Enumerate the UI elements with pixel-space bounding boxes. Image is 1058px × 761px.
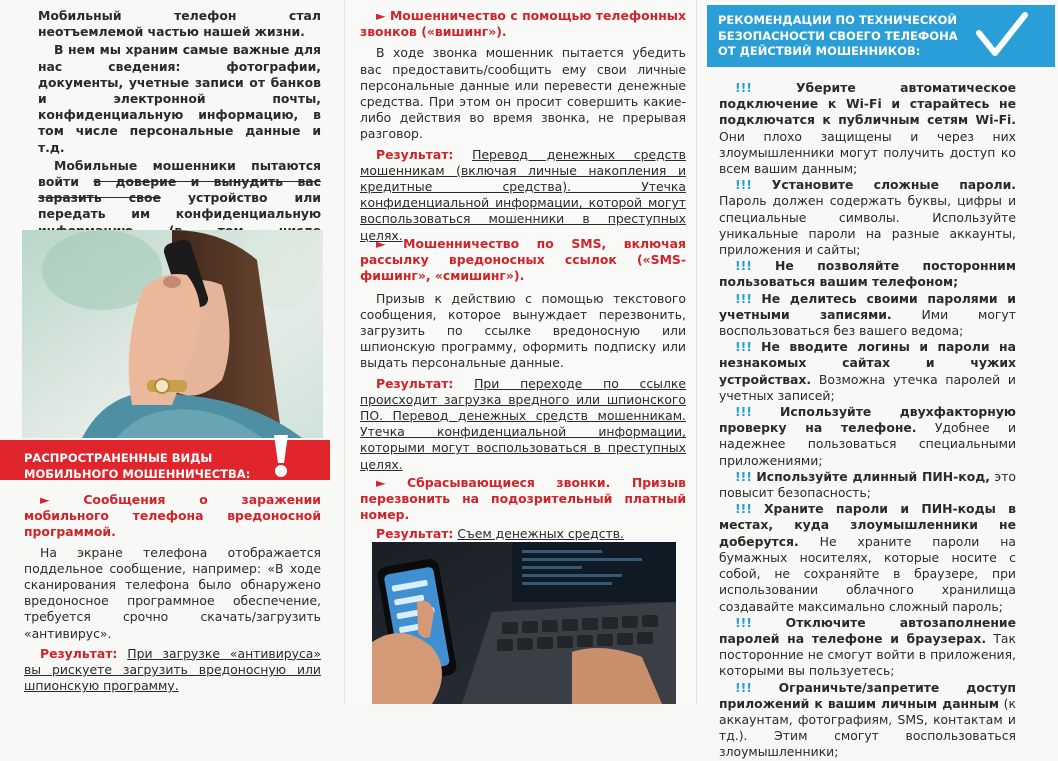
recommendation-item: !!! Уберите автоматическое подключение к Wi-Fi и старайтесь не подключатся к публичным сетям Wi-Fi. Они плохо защищены и через них злоумышленники могут получить доступ ко всем вашим данным;	[719, 80, 1016, 177]
recommendation-item: !!! Храните пароли и ПИН-коды в местах, куда злоумышленники не доберутся. Не храните пароли на бумажных носителях, которые носите с собой, не сохраняйте в браузере, при использовании облачного хранилища создавайте максимально сложный пароль;	[719, 501, 1016, 614]
section-1-result	[24, 646, 321, 695]
phone-laptop-photo	[372, 542, 676, 704]
phone-laptop-illustration	[372, 542, 676, 704]
fraud-types-banner-line1: РАСПРОСТРАНЕННЫЕ ВИДЫ	[24, 451, 213, 465]
intro-paragraph-3a: Мобильные мошенники пытаются войти	[38, 157, 321, 190]
section-3-body: Призыв к действию с помощью текстового сообщения, которое вынуждает перезвонить, загрузить по ссылке вредоносную или шпионскую программу, оформить подписку или выдать персональные данные.	[360, 290, 686, 371]
checkmark-icon	[973, 9, 1029, 61]
section-2-result-text: Перевод денежных средств мошенникам (включая личные накопления и кредитные средства). Утечка конфиденциальной информации, которой могут воспользоваться мошенники в преступных целях.	[360, 146, 686, 243]
section-1-body: На экране телефона отображается поддельное сообщение, например: «В ходе сканирования телефона было обнаружено вредоносное программное обеспечение, требуется срочно скачать/загрузить «антивирус».	[24, 544, 321, 641]
recommendations-banner-line2: БЕЗОПАСНОСТИ СВОЕГО ТЕЛЕФОНА	[718, 28, 958, 43]
recommendations-list	[719, 80, 1016, 761]
recommendation-item: !!! Используйте длинный ПИН-код, это повысит безопасность;	[719, 468, 1016, 501]
section-4-title: ► Сбрасывающиеся звонки. Призыв перезвонить на подозрительный платный номер.	[360, 475, 686, 523]
woman-phone-illustration	[22, 230, 323, 438]
intro-block	[38, 8, 321, 255]
section-1-result-label: Результат:	[40, 645, 118, 661]
vishing-section	[360, 8, 686, 244]
section-2-result-label: Результат:	[376, 146, 454, 162]
fraud-types-banner-line2: МОБИЛЬНОГО МОШЕННИЧЕСТВА:	[24, 467, 251, 481]
intro-paragraph-3b: в доверие и вынудить вас заразить свое	[38, 174, 321, 206]
section-4-result	[360, 526, 686, 542]
recommendation-item: !!! Не делитесь своими паролями и учетными записями. Ими могут воспользоваться без вашего ведома;	[719, 290, 1016, 339]
section-4-result-text: Съем денежных средств.	[457, 525, 624, 541]
intro-paragraph-3c: устройство или передать им конфиденциальную	[38, 190, 321, 222]
recommendation-item: !!! Не позволяйте посторонним пользоваться вашим телефоном;	[719, 258, 1016, 290]
intro-paragraph-1: Мобильный телефон стал неотъемлемой частью нашей жизни.	[38, 8, 321, 40]
middle-column	[345, 0, 697, 704]
section-2-body: В ходе звонка мошенник пытается убедить вас предоставить/сообщить ему свои личные персональные данные или перевести денежные средства. При этом он просит совершить какие-либо действия во время звонка, не прерывая разговор.	[360, 45, 686, 142]
woman-phone-photo	[22, 230, 323, 438]
section-4-result-label: Результат:	[376, 525, 454, 541]
dropped-calls-section	[360, 475, 686, 542]
section-3-result-text: При переходе по ссылке происходит загрузка вредного или шпионского ПО. Перевод денежных средств мошенникам. Утечка конфиденциальной информации, которыми могут воспользоваться в преступных целях.	[360, 375, 686, 472]
recommendation-item: !!! Используйте двухфакторную проверку на телефоне. Удобнее и надежнее пользоваться специальными приложениями;	[719, 404, 1016, 468]
recommendation-item: !!! Не вводите логины и пароли на незнакомых сайтах и чужих устройствах. Возможна утечка паролей и учетных записей;	[719, 339, 1016, 403]
section-2-title: ► Мошенничество с помощью телефонных звонков («вишинг»).	[360, 8, 686, 40]
section-2-result	[360, 147, 686, 244]
sms-infection-section	[24, 492, 321, 694]
section-3-result-label: Результат:	[376, 375, 454, 391]
recommendations-banner-line1: РЕКОМЕНДАЦИИ ПО ТЕХНИЧЕСКОЙ	[718, 13, 958, 27]
recommendation-item: !!! Установите сложные пароли. Пароль должен содержать буквы, цифры и специальные символы. Используйте уникальные пароли на разные аккаунты, приложения и сайты;	[719, 177, 1016, 258]
section-3-title: ► Мошенничество по SMS, включая рассылку вредоносных ссылок («SMS-фишинг», «смишинг»).	[360, 236, 686, 284]
section-1-result-text: При загрузке «антивируса» вы рискуете загрузить вредоносную или шпионскую программу.	[24, 645, 321, 694]
recommendation-item: !!! Отключите автозаполнение паролей на телефоне и браузерах. Так посторонние не смогут войти в приложения, которыми вы пользуетесь;	[719, 614, 1016, 679]
intro-paragraph-2: В нем мы храним самые важные для нас сведения: фотографии, документы, учетные записи от банков и электронной почты, конфиденциальную информацию, в том числе персональные данные и т.д.	[38, 42, 321, 155]
recommendations-banner-line3: ОТ ДЕЙСТВИЙ МОШЕННИКОВ:	[718, 44, 921, 58]
right-column	[697, 0, 1058, 760]
left-column	[0, 0, 345, 704]
recommendation-item: !!! Ограничьте/запретите доступ приложений к вашим личным данным (к аккаунтам, фотографиям, SMS, контактам и тд.). Этим смогут воспользоваться злоумышленники;	[719, 679, 1016, 760]
section-1-title: ► Сообщения о заражении мобильного телефона вредоносной программой.	[24, 492, 321, 540]
sms-phishing-section	[360, 236, 686, 473]
exclamation-icon	[262, 433, 300, 479]
section-3-result	[360, 376, 686, 473]
